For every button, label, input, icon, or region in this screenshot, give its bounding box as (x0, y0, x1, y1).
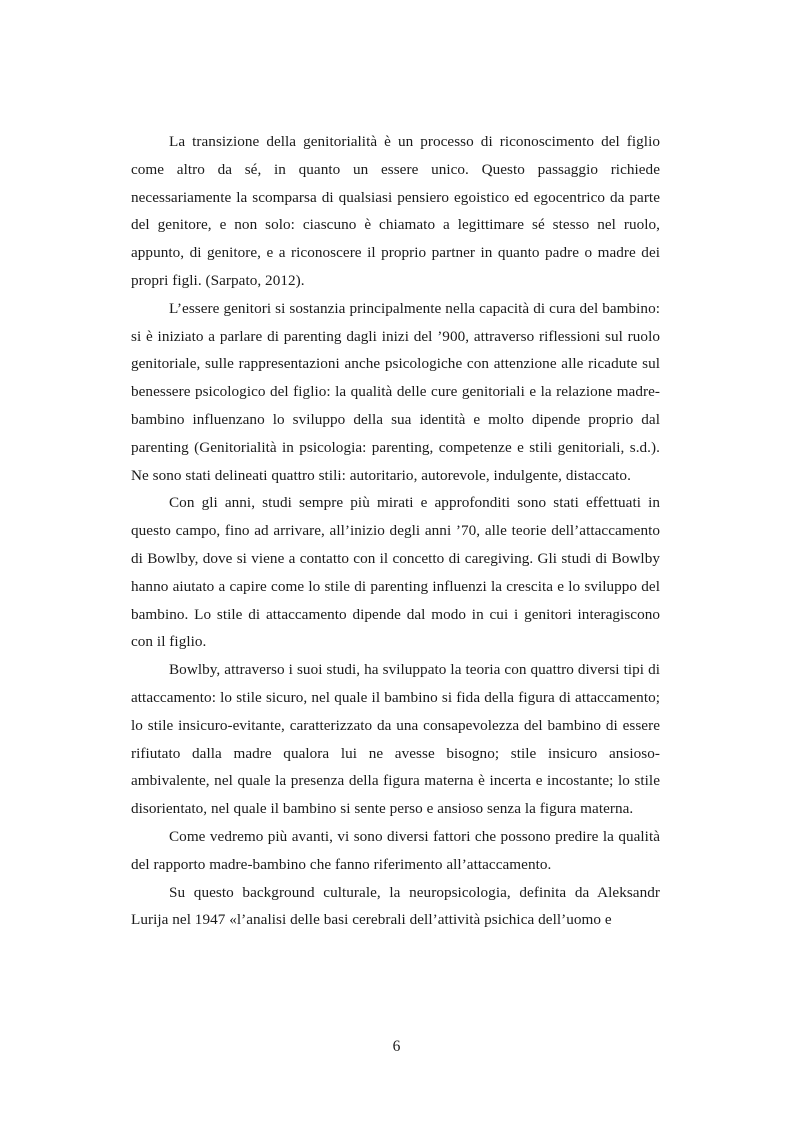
page-number: 6 (392, 1038, 401, 1055)
paragraph-neuropsychology: Su questo background culturale, la neuropsicologia, definita da Aleksandr Lurija nel 1947 «l’analisi delle basi cerebrali dell’attività psichica dell’uomo e (131, 883, 660, 929)
paragraph-parenting: L’essere genitori si sostanzia principalmente nella capacità di cura del bambino: si è iniziato a parlare di parenting dagli inizi del ’900, attraverso riflessioni sul ruolo genitoriale, sulle rappresentazioni anche psicologiche con attenzione alle ricadute sul benessere psicologico del figlio: la qualità delle cure genitoriali e la relazione madre-bambino influenzano lo sviluppo della sua identità e molto dipende proprio dal parenting (Genitorialità in psicologia: parenting, competenze e stili genitoriali, s.d.). Ne sono stati delineati quattro stili: autoritario, autorevole, indulgente, distaccato. (131, 299, 660, 484)
paragraph-attachment-styles: Bowlby, attraverso i suoi studi, ha sviluppato la teoria con quattro diversi tipi di attaccamento: lo stile sicuro, nel quale il bambino si fida della figura di attaccamento; lo stile insicuro-evitante, caratterizzato da una consapevolezza del bambino di essere rifiutato dalla madre qualora lui ne avesse bisogno; stile insicuro ansioso-ambivalente, nel quale la presenza della figura materna è incerta e incostante; lo stile disorientato, nel quale il bambino si sente perso e ansioso senza la figura materna. (131, 661, 660, 818)
paragraph-predictive-factors: Come vedremo più avanti, vi sono diversi fattori che possono predire la qualità del rapporto madre-bambino che fanno riferimento all’attaccamento. (131, 827, 660, 873)
paragraph-genitorialita-transition: La transizione della genitorialità è un processo di riconoscimento del figlio come altro da sé, in quanto un essere unico. Questo passaggio richiede necessariamente la scomparsa di qualsiasi pensiero egoistico ed egocentrico da parte del genitore, e non solo: ciascuno è chiamato a legittimare sé stesso nel ruolo, appunto, di genitore, e a riconoscere il proprio partner in quanto padre o madre dei propri figli. (Sarpato, 2012). (131, 133, 660, 289)
paragraph-bowlby-attachment: Con gli anni, studi sempre più mirati e approfonditi sono stati effettuati in questo campo, fino ad arrivare, all’inizio degli anni ’70, alle teorie dell’attaccamento di Bowlby, dove si viene a contatto con il concetto di caregiving. Gli studi di Bowlby hanno aiutato a capire come lo stile di parenting influenzi la crescita e lo sviluppo del bambino. Lo stile di attaccamento dipende dal modo in cui i genitori interagiscono con il figlio. (131, 494, 660, 651)
body-text (131, 128, 660, 934)
